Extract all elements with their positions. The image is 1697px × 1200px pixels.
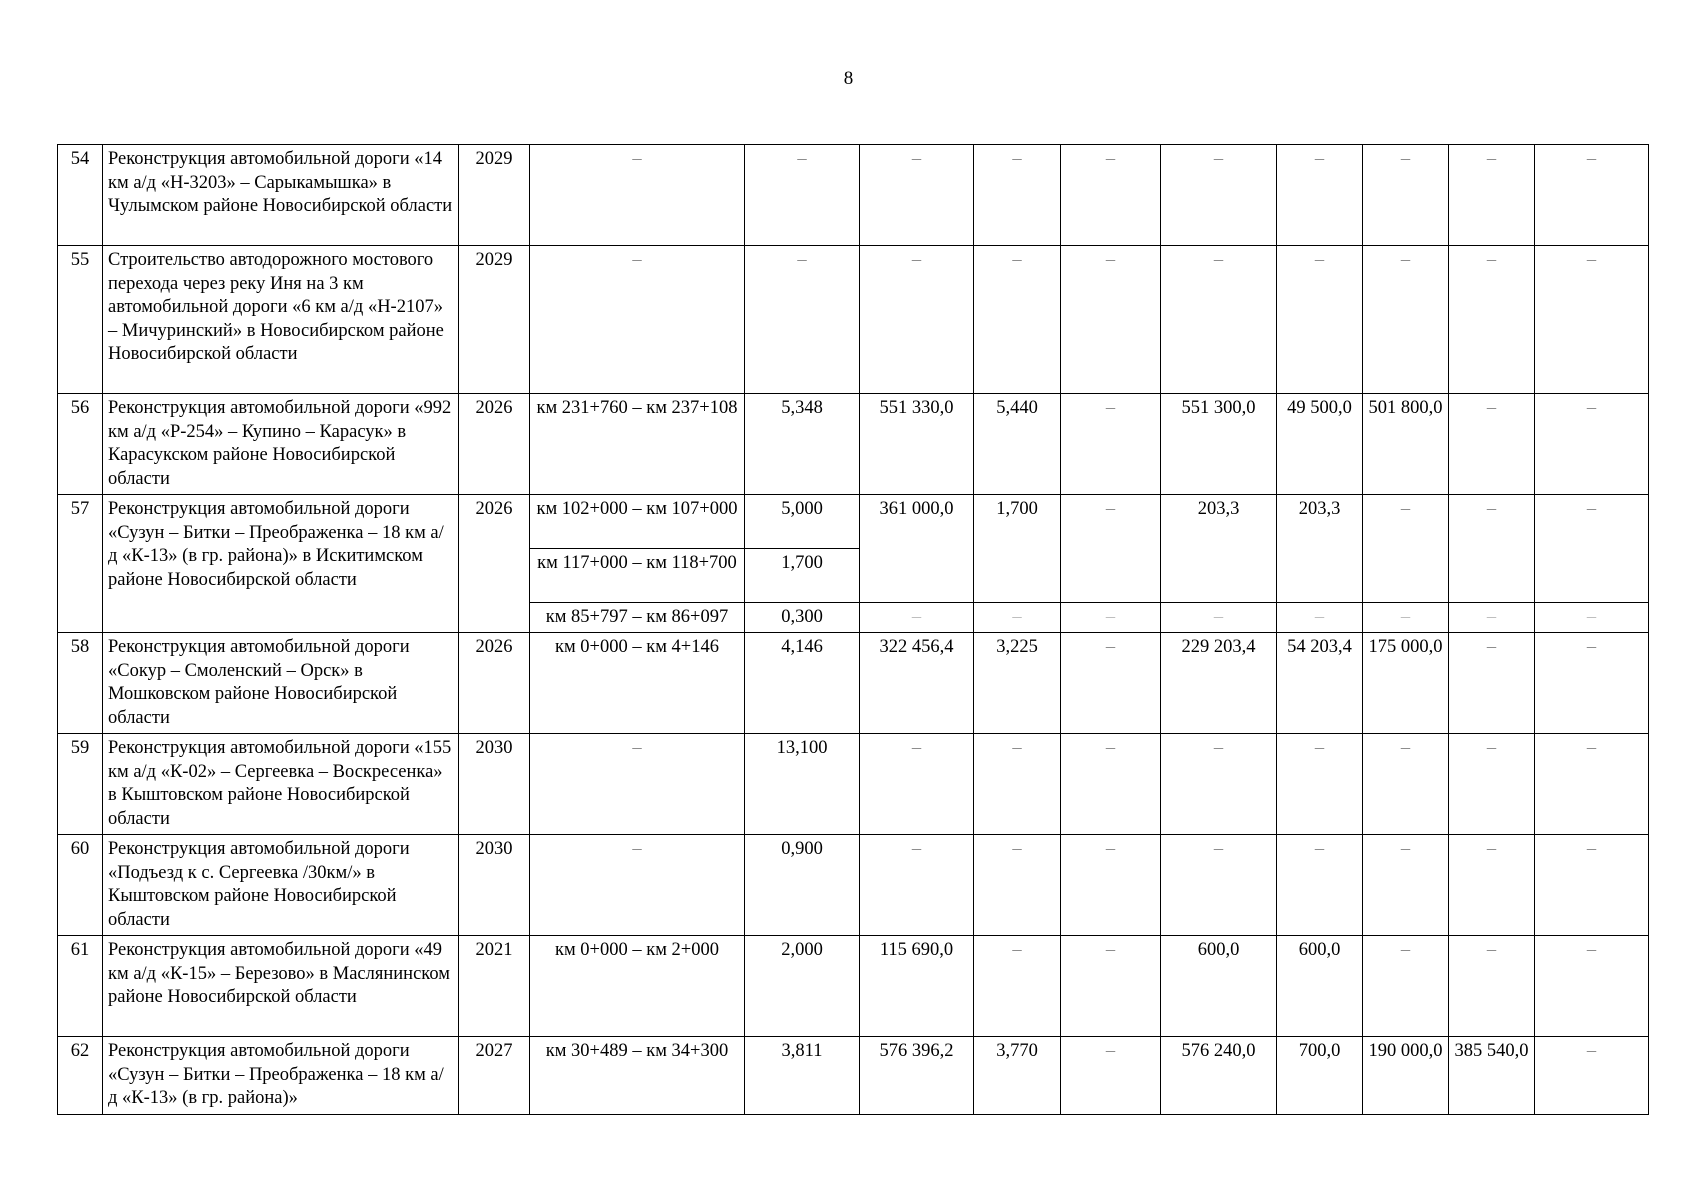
cell-c12: – xyxy=(1535,394,1649,495)
cell-name: Реконструкция автомобильной дороги «Сузун – Битки – Преображенка – 18 км а/д «К-13» (в гр. района)» в Искитимском районе Новосибирской области xyxy=(103,495,459,633)
cell-c11: – xyxy=(1449,835,1535,936)
cell-name: Реконструкция автомобильной дороги «Сузун – Битки – Преображенка – 18 км а/д «К-13» (в гр. района)» xyxy=(103,1037,459,1115)
cell-year: 2029 xyxy=(459,246,530,394)
table-row xyxy=(58,495,1649,549)
cell-c6: – xyxy=(974,603,1061,633)
cell-c11: – xyxy=(1449,246,1535,394)
cell-cost: 322 456,4 xyxy=(860,633,974,734)
table-row xyxy=(58,145,1649,246)
cell-c7: – xyxy=(1061,734,1161,835)
cell-c11: – xyxy=(1449,394,1535,495)
cell-length: 0,300 xyxy=(745,603,860,633)
cell-c12: – xyxy=(1535,603,1649,633)
cell-cost: – xyxy=(860,835,974,936)
cell-c9: – xyxy=(1277,145,1363,246)
cell-cost: 361 000,0 xyxy=(860,495,974,603)
cell-length: – xyxy=(745,246,860,394)
cell-section: – xyxy=(530,734,745,835)
cell-c6: 3,225 xyxy=(974,633,1061,734)
cell-c8: 229 203,4 xyxy=(1161,633,1277,734)
cell-c7: – xyxy=(1061,495,1161,603)
cell-c11: – xyxy=(1449,603,1535,633)
cell-c12: – xyxy=(1535,1037,1649,1115)
cell-num: 56 xyxy=(58,394,103,495)
cell-c9: – xyxy=(1277,603,1363,633)
cell-length: 5,000 xyxy=(745,495,860,549)
table-row xyxy=(58,633,1649,734)
cell-c11: – xyxy=(1449,633,1535,734)
cell-num: 57 xyxy=(58,495,103,633)
cell-c8: 203,3 xyxy=(1161,495,1277,603)
cell-length: 0,900 xyxy=(745,835,860,936)
cell-year: 2026 xyxy=(459,633,530,734)
cell-num: 62 xyxy=(58,1037,103,1115)
cell-length: – xyxy=(745,145,860,246)
cell-length: 1,700 xyxy=(745,549,860,603)
cell-year: 2026 xyxy=(459,394,530,495)
cell-c12: – xyxy=(1535,936,1649,1037)
cell-c6: – xyxy=(974,246,1061,394)
cell-c6: 5,440 xyxy=(974,394,1061,495)
cell-section: км 0+000 – км 4+146 xyxy=(530,633,745,734)
cell-c6: – xyxy=(974,734,1061,835)
cell-cost: – xyxy=(860,734,974,835)
cell-c11: – xyxy=(1449,495,1535,603)
cell-num: 58 xyxy=(58,633,103,734)
cell-c10: – xyxy=(1363,246,1449,394)
cell-c12: – xyxy=(1535,145,1649,246)
cell-c10: – xyxy=(1363,603,1449,633)
cell-c10: – xyxy=(1363,734,1449,835)
cell-c8: – xyxy=(1161,145,1277,246)
cell-name: Строительство автодорожного мостового перехода через реку Иня на 3 км автомобильной дороги «6 км а/д «Н-2107» – Мичуринский» в Новосибирском районе Новосибирской области xyxy=(103,246,459,394)
cell-c7: – xyxy=(1061,603,1161,633)
cell-year: 2026 xyxy=(459,495,530,633)
cell-c9: – xyxy=(1277,246,1363,394)
cell-year: 2027 xyxy=(459,1037,530,1115)
cell-year: 2029 xyxy=(459,145,530,246)
cell-year: 2030 xyxy=(459,734,530,835)
cell-c12: – xyxy=(1535,835,1649,936)
cell-year: 2030 xyxy=(459,835,530,936)
cell-name: Реконструкция автомобильной дороги «155 км а/д «К-02» – Сергеевка – Воскресенка» в Кыштовском районе Новосибирской области xyxy=(103,734,459,835)
cell-c7: – xyxy=(1061,394,1161,495)
cell-num: 54 xyxy=(58,145,103,246)
cell-c7: – xyxy=(1061,145,1161,246)
cell-section: км 30+489 – км 34+300 xyxy=(530,1037,745,1115)
cell-year: 2021 xyxy=(459,936,530,1037)
cell-c6: – xyxy=(974,936,1061,1037)
cell-length: 2,000 xyxy=(745,936,860,1037)
cell-section: км 0+000 – км 2+000 xyxy=(530,936,745,1037)
cell-num: 61 xyxy=(58,936,103,1037)
cell-c9: – xyxy=(1277,734,1363,835)
cell-c10: – xyxy=(1363,936,1449,1037)
cell-c8: – xyxy=(1161,246,1277,394)
cell-cost: 576 396,2 xyxy=(860,1037,974,1115)
table-row xyxy=(58,734,1649,835)
cell-num: 55 xyxy=(58,246,103,394)
cell-c6: 1,700 xyxy=(974,495,1061,603)
cell-c8: – xyxy=(1161,835,1277,936)
cell-c8: – xyxy=(1161,734,1277,835)
table-row xyxy=(58,394,1649,495)
cell-length: 5,348 xyxy=(745,394,860,495)
cell-section: км 231+760 – км 237+108 xyxy=(530,394,745,495)
cell-cost: 115 690,0 xyxy=(860,936,974,1037)
cell-length: 3,811 xyxy=(745,1037,860,1115)
cell-name: Реконструкция автомобильной дороги «14 км а/д «Н-3203» – Сарыкамышка» в Чулымском районе Новосибирской области xyxy=(103,145,459,246)
cell-section: – xyxy=(530,246,745,394)
cell-c10: – xyxy=(1363,145,1449,246)
cell-c6: 3,770 xyxy=(974,1037,1061,1115)
cell-section: км 85+797 – км 86+097 xyxy=(530,603,745,633)
cell-section: км 117+000 – км 118+700 xyxy=(530,549,745,603)
cell-c7: – xyxy=(1061,835,1161,936)
cell-c10: – xyxy=(1363,495,1449,603)
cell-section: – xyxy=(530,835,745,936)
cell-c11: – xyxy=(1449,936,1535,1037)
cell-name: Реконструкция автомобильной дороги «992 км а/д «Р-254» – Купино – Карасук» в Карасукском районе Новосибирской области xyxy=(103,394,459,495)
table-row xyxy=(58,835,1649,936)
table-row xyxy=(58,936,1649,1037)
cell-c7: – xyxy=(1061,936,1161,1037)
cell-c9: 203,3 xyxy=(1277,495,1363,603)
cell-c11: – xyxy=(1449,145,1535,246)
roads-table xyxy=(57,144,1649,1115)
cell-c12: – xyxy=(1535,246,1649,394)
cell-c12: – xyxy=(1535,495,1649,603)
cell-c10: 190 000,0 xyxy=(1363,1037,1449,1115)
cell-name: Реконструкция автомобильной дороги «Сокур – Смоленский – Орск» в Мошковском районе Новосибирской области xyxy=(103,633,459,734)
cell-c10: 175 000,0 xyxy=(1363,633,1449,734)
cell-num: 60 xyxy=(58,835,103,936)
cell-c9: – xyxy=(1277,835,1363,936)
cell-cost: – xyxy=(860,603,974,633)
cell-c9: 49 500,0 xyxy=(1277,394,1363,495)
cell-c9: 600,0 xyxy=(1277,936,1363,1037)
cell-c12: – xyxy=(1535,633,1649,734)
cell-c9: 700,0 xyxy=(1277,1037,1363,1115)
cell-length: 13,100 xyxy=(745,734,860,835)
cell-section: км 102+000 – км 107+000 xyxy=(530,495,745,549)
cell-cost: – xyxy=(860,145,974,246)
cell-section: – xyxy=(530,145,745,246)
cell-c8: 551 300,0 xyxy=(1161,394,1277,495)
cell-c7: – xyxy=(1061,246,1161,394)
cell-c12: – xyxy=(1535,734,1649,835)
cell-c8: 576 240,0 xyxy=(1161,1037,1277,1115)
cell-c7: – xyxy=(1061,1037,1161,1115)
cell-c6: – xyxy=(974,835,1061,936)
cell-name: Реконструкция автомобильной дороги «Подъезд к с. Сергеевка /30км/» в Кыштовском районе Новосибирской области xyxy=(103,835,459,936)
cell-cost: – xyxy=(860,246,974,394)
cell-length: 4,146 xyxy=(745,633,860,734)
cell-c9: 54 203,4 xyxy=(1277,633,1363,734)
cell-num: 59 xyxy=(58,734,103,835)
cell-c8: 600,0 xyxy=(1161,936,1277,1037)
page-number: 8 xyxy=(843,68,854,89)
cell-c11: – xyxy=(1449,734,1535,835)
cell-c10: 501 800,0 xyxy=(1363,394,1449,495)
cell-c7: – xyxy=(1061,633,1161,734)
table-row xyxy=(58,246,1649,394)
table-row xyxy=(58,1037,1649,1115)
cell-c8: – xyxy=(1161,603,1277,633)
cell-c10: – xyxy=(1363,835,1449,936)
cell-cost: 551 330,0 xyxy=(860,394,974,495)
cell-name: Реконструкция автомобильной дороги «49 км а/д «К-15» – Березово» в Маслянинском районе Новосибирской области xyxy=(103,936,459,1037)
cell-c6: – xyxy=(974,145,1061,246)
cell-c11: 385 540,0 xyxy=(1449,1037,1535,1115)
